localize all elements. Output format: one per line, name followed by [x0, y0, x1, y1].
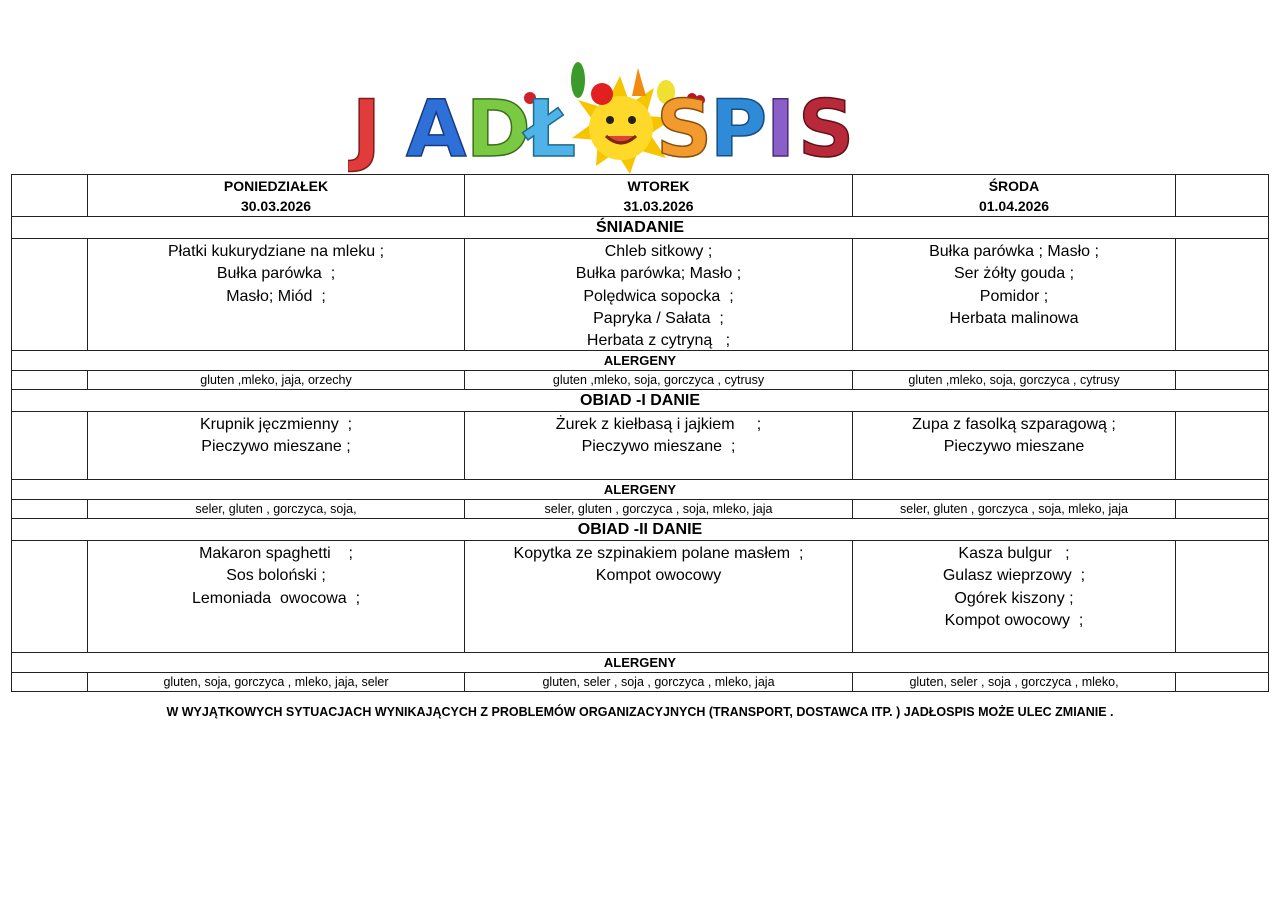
day-name: ŚRODA — [988, 178, 1040, 194]
svg-text:A: A — [406, 85, 464, 174]
dish-item: Bułka parówka ; Masło ; — [929, 243, 1099, 260]
dish-list — [88, 239, 465, 351]
blank-cell — [1176, 239, 1269, 351]
blank-cell — [1176, 541, 1269, 653]
svg-text:Ł: Ł — [526, 85, 574, 174]
dish-item: Pieczywo mieszane ; — [581, 438, 736, 456]
blank-cell — [12, 673, 88, 692]
dish-item: Krupnik jęczmienny ; — [199, 416, 353, 433]
svg-text:I: I — [766, 85, 793, 174]
svg-text:S: S — [656, 85, 710, 174]
allergens-list: gluten, seler , soja , gorczyca , mleko, — [853, 673, 1176, 692]
dish-item: Zupa z fasolką szparagową ; — [912, 416, 1116, 433]
dish-item: Herbata malinowa — [949, 309, 1079, 327]
allergens-title: ALERGENY — [12, 480, 1269, 500]
dish-item: Kompot owocowy ; — [944, 611, 1084, 629]
footer-note: W WYJĄTKOWYCH SYTUACJACH WYNIKAJĄCYCH Z PROBLEMÓW ORGANIZACYJNYCH (TRANSPORT, DOSTAWCA ITP. ) JADŁOSPIS MOŻE ULEC ZMIANIE . — [166, 705, 1114, 719]
dish-item: Lemoniada owocowa ; — [191, 589, 361, 607]
blank-cell — [12, 500, 88, 519]
dish-item: Ser żółty gouda ; — [953, 265, 1075, 283]
dish-item: Sos boloński ; — [226, 567, 326, 585]
dish-item: Bułka parówka ; — [216, 265, 336, 283]
allergens-title: ALERGENY — [12, 653, 1269, 673]
menu-table — [11, 174, 1269, 692]
allergens-list: gluten ,mleko, jaja, orzechy — [88, 371, 465, 390]
dish-list — [88, 412, 465, 480]
section-title-breakfast: ŚNIADANIE — [12, 217, 1269, 239]
svg-text:D: D — [466, 85, 528, 174]
logo-graphic — [348, 58, 868, 174]
blank-cell — [12, 412, 88, 480]
dish-list — [853, 541, 1176, 653]
dish-item: Pieczywo mieszane ; — [201, 438, 351, 456]
section-title-lunch1: OBIAD -I DANIE — [12, 390, 1269, 412]
day-name: WTOREK — [627, 178, 690, 194]
allergens-list: seler, gluten , gorczyca, soja, — [88, 500, 465, 519]
dish-item: Makaron spaghetti ; — [199, 545, 353, 562]
dish-item: Chleb sitkowy ; — [604, 243, 713, 260]
dish-item: Pieczywo mieszane — [943, 438, 1085, 456]
dish-list — [465, 239, 853, 351]
dish-item: Gulasz wieprzowy ; — [942, 567, 1086, 585]
allergens-title: ALERGENY — [12, 351, 1269, 371]
svg-text:S: S — [798, 85, 852, 174]
blank-cell — [12, 239, 88, 351]
dish-item: Papryka / Sałata ; — [593, 309, 724, 327]
allergens-list: seler, gluten , gorczyca , soja, mleko, jaja — [853, 500, 1176, 519]
day-header — [465, 175, 853, 217]
dish-item: Płatki kukurydziane na mleku ; — [167, 243, 385, 260]
blank-cell — [12, 541, 88, 653]
dish-list — [853, 239, 1176, 351]
day-date: 30.03.2026 — [240, 198, 312, 214]
allergens-list: seler, gluten , gorczyca , soja, mleko, jaja — [465, 500, 853, 519]
dish-list — [853, 412, 1176, 480]
dish-item: Pomidor ; — [979, 287, 1049, 305]
day-date: 31.03.2026 — [623, 198, 694, 214]
blank-cell — [1176, 412, 1269, 480]
allergens-list: gluten, soja, gorczyca , mleko, jaja, seler — [88, 673, 465, 692]
dish-item: Kopytka ze szpinakiem polane masłem ; — [513, 545, 804, 562]
blank-cell — [1176, 371, 1269, 390]
section-title-lunch2: OBIAD -II DANIE — [12, 519, 1269, 541]
dish-item: Żurek z kiełbasą i jajkiem ; — [555, 416, 762, 433]
day-name: PONIEDZIAŁEK — [223, 178, 329, 194]
allergens-list: gluten, seler , soja , gorczyca , mleko, jaja — [465, 673, 853, 692]
svg-text:P: P — [710, 85, 765, 174]
dish-item: Bułka parówka; Masło ; — [575, 265, 742, 283]
day-date: 01.04.2026 — [978, 198, 1050, 214]
dish-item: Masło; Miód ; — [226, 287, 326, 305]
svg-text:J: J — [352, 85, 379, 174]
dish-item: Polędwica sopocka ; — [583, 287, 734, 305]
blank-cell — [1176, 500, 1269, 519]
dish-list — [88, 541, 465, 653]
dish-list — [465, 541, 853, 653]
allergens-list: gluten ,mleko, soja, gorczyca , cytrusy — [465, 371, 853, 390]
day-header — [853, 175, 1176, 217]
dish-item: Ogórek kiszony ; — [954, 589, 1074, 607]
dish-item: Herbata z cytryną ; — [586, 332, 731, 350]
blank-cell — [1176, 175, 1269, 217]
dish-item: Kompot owocowy — [595, 567, 722, 585]
dish-list — [465, 412, 853, 480]
blank-cell — [1176, 673, 1269, 692]
day-header — [88, 175, 465, 217]
allergens-list: gluten ,mleko, soja, gorczyca , cytrusy — [853, 371, 1176, 390]
blank-cell — [12, 175, 88, 217]
blank-cell — [12, 371, 88, 390]
jadlospis-logo — [348, 58, 868, 174]
dish-item: Kasza bulgur ; — [958, 545, 1070, 562]
